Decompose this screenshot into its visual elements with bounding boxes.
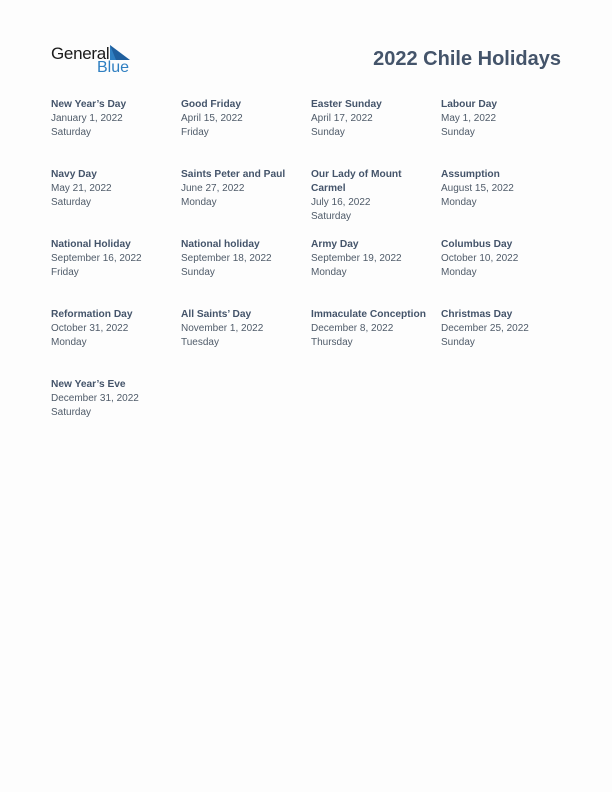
holiday-date: January 1, 2022 — [51, 113, 123, 125]
holiday-item — [181, 308, 311, 378]
holiday-name: Navy Day — [51, 169, 97, 180]
holiday-date: April 17, 2022 — [311, 113, 373, 125]
holiday-item — [311, 308, 441, 378]
holiday-item — [441, 168, 571, 238]
holiday-day: Sunday — [441, 337, 475, 348]
holiday-item — [51, 308, 181, 378]
holiday-day: Sunday — [441, 127, 475, 138]
holiday-name: Immaculate Conception — [311, 309, 426, 320]
holiday-date: July 16, 2022 — [311, 197, 371, 209]
holiday-date: May 21, 2022 — [51, 183, 112, 195]
holiday-date: May 1, 2022 — [441, 113, 497, 125]
holiday-item — [51, 378, 181, 448]
generalblue-logo — [51, 44, 141, 78]
holiday-day: Monday — [51, 337, 87, 348]
holiday-day: Monday — [181, 197, 217, 208]
holiday-name: All Saints’ Day — [181, 309, 252, 320]
holiday-name: Saints Peter and Paul — [181, 169, 286, 180]
holiday-day: Friday — [181, 127, 209, 138]
holiday-item — [181, 168, 311, 238]
holiday-name: Good Friday — [181, 99, 241, 110]
holiday-day: Saturday — [51, 197, 92, 208]
logo-text-general: General — [51, 44, 110, 63]
logo-triangle-icon — [110, 45, 130, 60]
holiday-day: Friday — [51, 267, 79, 278]
holiday-date: December 25, 2022 — [441, 323, 529, 335]
holiday-item — [181, 98, 311, 168]
holiday-name: Army Day — [311, 239, 359, 250]
holiday-name: Our Lady of Mount Carmel — [311, 169, 402, 195]
holiday-item — [311, 238, 441, 308]
holiday-day: Sunday — [181, 267, 215, 278]
holiday-day: Monday — [441, 197, 477, 208]
holiday-item — [311, 168, 441, 238]
holiday-date: September 19, 2022 — [311, 253, 402, 265]
holiday-date: November 1, 2022 — [181, 323, 264, 335]
page-title: 2022 Chile Holidays — [373, 48, 561, 70]
holiday-date: April 15, 2022 — [181, 113, 243, 125]
holiday-date: December 31, 2022 — [51, 393, 139, 405]
holiday-item — [51, 238, 181, 308]
holiday-name: National Holiday — [51, 239, 131, 250]
holiday-grid — [51, 98, 571, 448]
logo-text-blue: Blue — [97, 59, 130, 76]
holiday-name: Easter Sunday — [311, 99, 382, 110]
holiday-name: New Year’s Day — [51, 99, 127, 110]
holiday-name: Assumption — [441, 169, 500, 180]
holiday-item — [311, 98, 441, 168]
holiday-date: December 8, 2022 — [311, 323, 394, 335]
holiday-name: National holiday — [181, 239, 260, 250]
holiday-date: October 31, 2022 — [51, 323, 129, 335]
holiday-name: Reformation Day — [51, 309, 133, 320]
holiday-item — [181, 238, 311, 308]
holiday-date: September 16, 2022 — [51, 253, 142, 265]
holiday-day: Monday — [311, 267, 347, 278]
holiday-day: Saturday — [51, 127, 92, 138]
holiday-name: Christmas Day — [441, 309, 513, 320]
holiday-date: August 15, 2022 — [441, 183, 514, 195]
holiday-day: Saturday — [51, 407, 92, 418]
holiday-date: June 27, 2022 — [181, 183, 245, 195]
holiday-day: Monday — [441, 267, 477, 278]
holiday-date: October 10, 2022 — [441, 253, 519, 265]
holiday-item — [51, 98, 181, 168]
holiday-day: Thursday — [311, 337, 353, 348]
holiday-name: Labour Day — [441, 99, 498, 110]
holiday-item — [441, 238, 571, 308]
holiday-day: Saturday — [311, 211, 352, 223]
holiday-item — [441, 308, 571, 378]
holiday-name: Columbus Day — [441, 239, 513, 250]
holiday-item — [441, 98, 571, 168]
holiday-item — [51, 168, 181, 238]
holiday-name: New Year’s Eve — [51, 379, 126, 390]
holiday-day: Sunday — [311, 127, 345, 138]
holiday-date: September 18, 2022 — [181, 253, 272, 265]
holiday-day: Tuesday — [181, 337, 219, 348]
